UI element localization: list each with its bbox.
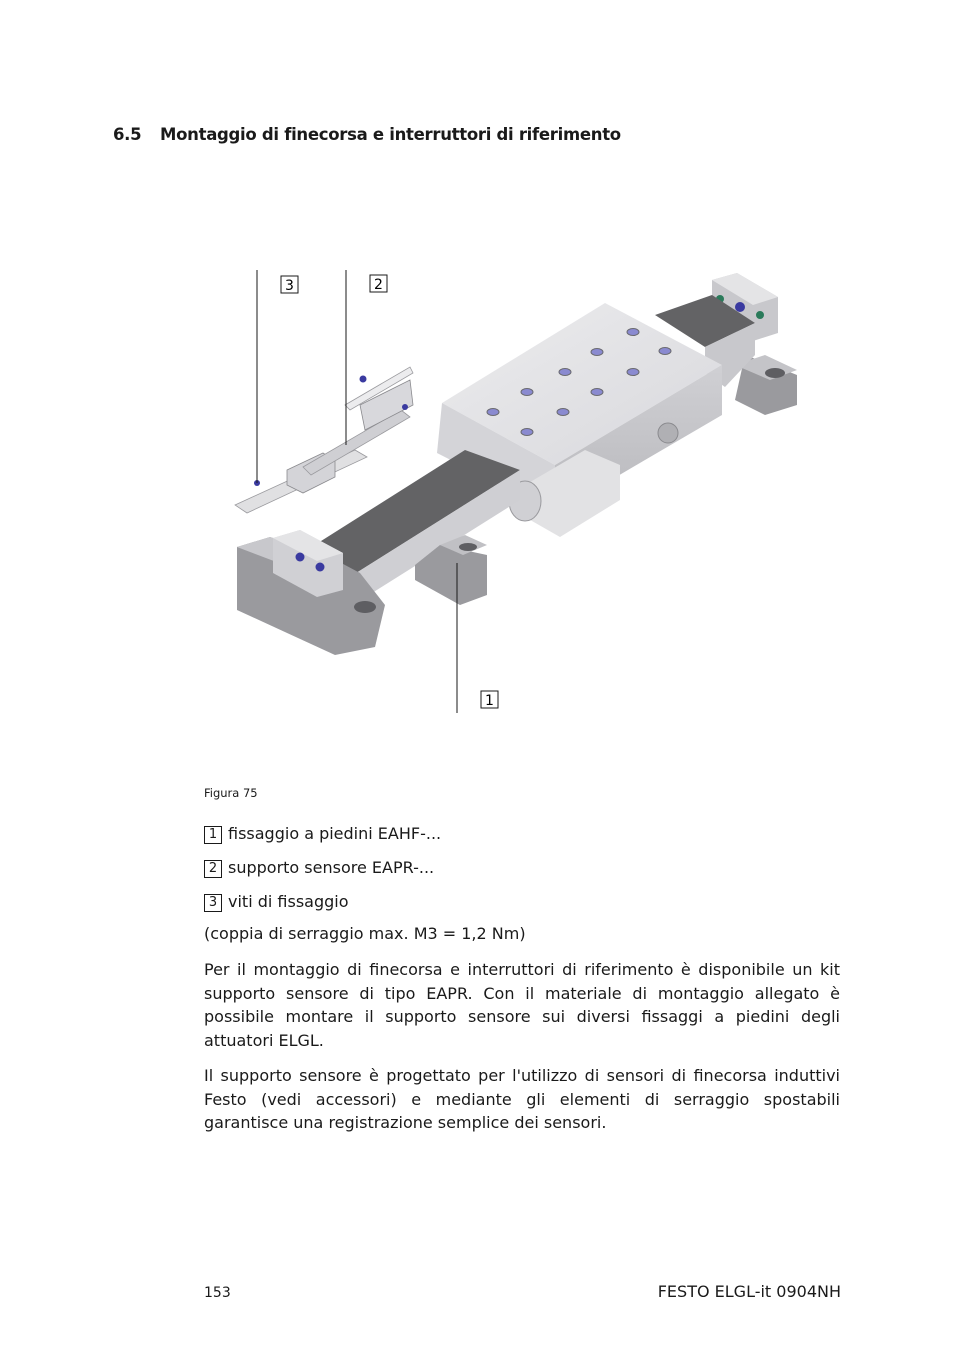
body-paragraph: Il supporto sensore è progettato per l'utilizzo di sensori di finecorsa induttivi Festo (vedi accessori) e mediante gli elementi di serraggio spostabili garantisce una registrazione semplice dei sensori. <box>204 1066 840 1133</box>
section-heading <box>113 125 621 144</box>
legend-item <box>204 890 844 912</box>
callout-2 <box>370 275 387 293</box>
screw-icon <box>316 563 325 572</box>
figure-actuator-drawing <box>225 255 815 725</box>
legend-item <box>204 856 844 878</box>
section-number: 6.5 <box>113 125 142 144</box>
figure-caption: Figura 75 <box>204 786 258 800</box>
middle-foot-hole <box>459 543 477 551</box>
svg-text:1: 1 <box>485 693 494 709</box>
carriage-port <box>658 423 678 443</box>
screw-icon <box>360 376 367 383</box>
screw-icon <box>756 311 764 319</box>
left-foot-hole <box>354 601 376 613</box>
screw-icon <box>296 553 305 562</box>
torque-note: (coppia di serraggio max. M3 = 1,2 Nm) <box>204 924 526 943</box>
callout-3 <box>281 276 298 294</box>
legend-key: 1 <box>204 826 222 844</box>
legend-list <box>204 822 844 924</box>
legend-key: 3 <box>204 894 222 912</box>
legend-key: 2 <box>204 860 222 878</box>
legend-item <box>204 822 844 844</box>
section-title: Montaggio di finecorsa e interruttori di riferimento <box>160 125 621 144</box>
legend-text: fissaggio a piedini EAHF-... <box>228 823 442 843</box>
sensor-guide <box>303 410 410 475</box>
svg-text:3: 3 <box>285 278 294 294</box>
body-paragraph: Per il montaggio di finecorsa e interruttori di riferimento è disponibile un kit supporto sensore di tipo EAPR. Con il materiale di montaggio allegato è possibile montare il supporto sensore sui diversi fissaggi a piedini degli attuatori ELGL. <box>204 960 840 1050</box>
actuator-illustration <box>225 255 815 725</box>
screw-icon <box>735 302 745 312</box>
svg-text:2: 2 <box>374 277 383 293</box>
legend-text: supporto sensore EAPR-... <box>228 857 435 877</box>
legend-text: viti di fissaggio <box>228 891 349 911</box>
screw-icon <box>402 404 408 410</box>
callout-1 <box>481 691 498 709</box>
document-id: FESTO ELGL-it 0904NH <box>657 1282 841 1301</box>
right-foot-hole <box>765 368 785 378</box>
page-number: 153 <box>204 1285 231 1301</box>
